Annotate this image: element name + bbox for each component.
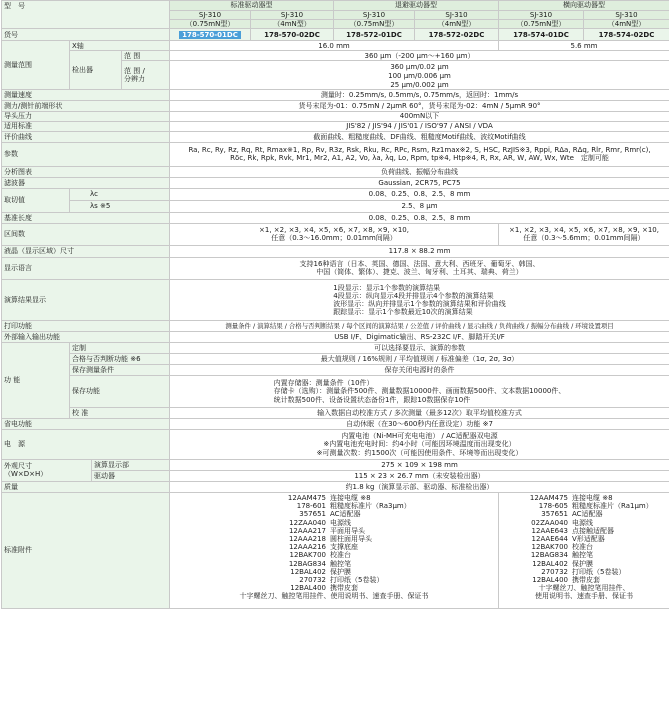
standards-row [2, 121, 669, 131]
part-number: 178-574-02DC [584, 29, 669, 41]
accessory-item [526, 560, 642, 568]
accessory-code: 12BAK700 [289, 551, 326, 560]
part-no-label: 货号 [2, 29, 170, 41]
accessory-code: 12AAA218 [288, 534, 326, 543]
power-line: ※内置电池充电时间：约4小时（可能因环境温度而出现变化） [323, 440, 516, 449]
accessories-label: 标准附件 [2, 492, 170, 608]
params-line: Rδc, Rk, Rpk, Rvk, Mr1, Mr2, A1, A2, Vo, λa, λq, Lo, Rpm, tp※4, Htp※4, R, Rx, AR, W, AW, Wx, Wte 定制可能 [230, 154, 609, 163]
accessory-item [526, 519, 642, 527]
judge-value: 最大值规则 / 16%规则 / 平均值规则 / 标准偏差（1σ, 2σ, 3σ） [170, 353, 669, 364]
accessory-code: 12AAM475 [529, 493, 568, 502]
range-res-label: 范 围 / 分辨力 [122, 61, 170, 90]
accessory-item [526, 568, 642, 576]
model-name: SJ-310 [334, 11, 415, 20]
sampling-label: 基准长度 [2, 212, 170, 223]
accessory-code: 12ZAA040 [289, 518, 326, 527]
result-value [170, 279, 669, 320]
accessory-code: 357651 [299, 510, 326, 519]
result-label: 演算结果显示 [2, 279, 170, 320]
analysis-value: 负荷曲线、振幅分布曲线 [170, 166, 669, 177]
cutoff-ls-row [2, 200, 669, 212]
accessory-footer: 十字螺丝刀、触控笔用挂件、 [538, 584, 630, 593]
x-axis-row [2, 41, 669, 51]
display-label: 液晶（显示区域）尺寸 [2, 245, 170, 257]
dims-label: 外观尺寸 （W×D×H） [2, 459, 92, 481]
curves-row [2, 131, 669, 142]
accessory-item [278, 576, 390, 584]
accessory-item [526, 576, 642, 584]
power-line: 内置电池（Ni-MH可充电电池） / AC适配器双电源 [341, 432, 498, 441]
mass-value: 约1.8 kg（演算显示部、驱动器、标准检出器） [170, 481, 669, 492]
func-savecond-row [2, 364, 669, 375]
func-calib-row [2, 407, 669, 418]
language-line: 中国（简体、繁体）、捷克、波兰、匈牙利、土耳其、瑞典、荷兰） [316, 268, 523, 277]
save-line: 存储卡（选购）：测量条件500件、测量数据10000件、画面数据500件、文本数据10000件、 [273, 387, 566, 396]
accessory-code: 12BAK700 [531, 543, 568, 552]
accessory-footer: 十字螺丝刀、触控笔用挂件、使用说明书、速查手册、保证书 [239, 592, 429, 601]
detector-label: 检出器 [70, 51, 122, 90]
params-value [170, 142, 669, 166]
resolution-value: 100 μm/0.006 μm [170, 71, 669, 80]
accessory-name: 支撑底座 [330, 543, 358, 552]
language-line: 支持16种语言（日本、英国、德国、法国、意大利、西班牙、葡萄牙、韩国、 [299, 260, 540, 269]
cutoff-lc-row [2, 188, 669, 200]
sections-lateral [499, 223, 669, 245]
sections-lateral-line: ×1, ×2, ×3, ×4, ×5, ×6, ×7, ×8, ×9, ×10, [509, 226, 659, 235]
accessory-code: 12BAG834 [530, 551, 568, 560]
range-value: 360 μm（-200 μm～+160 μm） [170, 51, 669, 61]
io-value: USB I/F、Digimatic输出、RS-232C I/F、脚踏开关I/F [170, 331, 669, 342]
dims-drive-row [2, 470, 669, 481]
sections-standard-line: ×1, ×2, ×3, ×4, ×5, ×6, ×7, ×8, ×9, ×10, [259, 226, 409, 235]
accessory-code: 12BAL402 [290, 567, 326, 576]
params-row [2, 142, 669, 166]
sections-lateral-line: 任意（0.3～5.6mm；0.01mm间隔） [523, 234, 645, 243]
curves-value: 截面曲线、粗糙度曲线、DF曲线、粗糙度Motif曲线、波纹Motif曲线 [170, 131, 669, 142]
part-number-row [2, 29, 669, 41]
display-row [2, 245, 669, 257]
part-number: 178-572-01DC [334, 29, 415, 41]
group-lateral: 横向驱动器型 [499, 1, 669, 11]
speed-value: 测量时：0.25mm/s, 0.5mm/s, 0.75mm/s，返回时：1mm/s [170, 89, 669, 100]
cutoff-ls-label: λs ※5 [70, 200, 170, 212]
force-row [2, 100, 669, 111]
accessory-item [278, 510, 390, 518]
dims-display-row [2, 459, 669, 470]
accessory-code: 12BAL400 [290, 584, 326, 593]
force-value: 货号末尾为-01：0.75mN / 2μmR 60°，货号末尾为-02：4mN / 5μmR 90° [170, 100, 669, 111]
cutoff-lc-value: 0.08、0.25、0.8、2.5、8 mm [170, 188, 669, 200]
accessory-item [526, 551, 642, 559]
accessory-item [278, 568, 390, 576]
accessory-footer: 使用说明书、速查手册、保证书 [535, 592, 633, 601]
save-cond-value: 保存关闭电源时的条件 [170, 364, 669, 375]
guide-label: 导头压力 [2, 111, 170, 121]
group-standard: 标准驱动器型 [170, 1, 334, 11]
display-value: 117.8 × 88.2 mm [170, 245, 669, 257]
language-value [170, 257, 669, 279]
part-number: 178-574-01DC [499, 29, 584, 41]
sampling-value: 0.08、0.25、0.8、2.5、8 mm [170, 212, 669, 223]
language-label: 显示语言 [2, 257, 170, 279]
accessory-name: 粗糙度标准片（Ra1μm） [572, 502, 653, 511]
accessory-name: 粗糙度标准片（Ra3μm） [330, 502, 411, 511]
model-spec: （0.75mN型） [170, 20, 251, 29]
io-row [2, 331, 669, 342]
accessory-code: 12BAG834 [288, 559, 326, 568]
accessory-item [278, 551, 390, 559]
accessory-name: 连接电缆 ※8 [572, 493, 613, 502]
accessory-name: 校准台 [572, 543, 593, 552]
accessory-code: 357651 [541, 510, 568, 519]
model-spec: （0.75mN型） [499, 20, 584, 29]
filter-label: 滤波器 [2, 177, 170, 188]
accessory-name: 校准台 [330, 551, 351, 560]
accessory-name: 打印纸（5卷装） [330, 575, 384, 584]
sections-standard-line: 任意（0.3～16.0mm；0.01mm间隔） [271, 234, 397, 243]
result-row [2, 279, 669, 320]
calib-label: 校 准 [70, 407, 170, 418]
save-cond-label: 保存测量条件 [70, 364, 170, 375]
accessory-name: 打印纸（5卷装） [572, 567, 626, 576]
params-line: Ra, Rc, Ry, Rz, Rq, Rt, Rmax※1, Rp, Rv, R3z, Rsk, Rku, Rc, RPc, Rsm, Rz1max※2, S, HSC, RzJIS※3, Rppi, RΔa, RΔq, Rlr, Rmr, Rmr(c), [188, 146, 651, 155]
accessories-standard [170, 492, 499, 608]
standards-value: JIS'82 / JIS'94 / JIS'01 / ISO'97 / ANSI / VDA [170, 121, 669, 131]
io-label: 外部输入输出功能 [2, 331, 170, 342]
accessory-name: 携带皮套 [572, 575, 600, 584]
accessory-name: AC适配器 [330, 510, 361, 519]
resolution-value: 360 μm/0.02 μm [170, 62, 669, 71]
dims-drive-value: 115 × 23 × 26.7 mm（未安装检出器） [170, 470, 669, 481]
standards-label: 适用标准 [2, 121, 170, 131]
sections-label: 区间数 [2, 223, 170, 245]
print-label: 打印功能 [2, 320, 170, 331]
accessories-row [2, 492, 669, 608]
detector-range-row [2, 51, 669, 61]
accessory-name: V形适配器 [572, 534, 605, 543]
accessory-name: 触控笔 [572, 551, 593, 560]
print-row [2, 320, 669, 331]
accessory-name: 携带皮套 [330, 584, 358, 593]
accessory-code: 12AAA216 [288, 543, 326, 552]
filter-row [2, 177, 669, 188]
cutoff-label: 取切值 [2, 188, 70, 212]
accessories-lateral [499, 492, 669, 608]
accessory-code: 12BAL402 [532, 559, 568, 568]
cutoff-ls-value: 2.5、8 μm [170, 200, 669, 212]
dims-drive-label: 驱动器 [92, 470, 170, 481]
model-label: 型 号 [2, 1, 170, 29]
filter-value: Gaussian, 2CR75, PC75 [170, 177, 669, 188]
speed-label: 测量速度 [2, 89, 170, 100]
save-value [170, 375, 669, 407]
func-judge-row [2, 353, 669, 364]
accessory-name: 圆柱面用导头 [330, 534, 372, 543]
result-line: 波形显示：纵向并排显示1个参数的演算结果和评价曲线 [333, 299, 506, 308]
power-save-value: 自动休眠（在30～600秒内任意设定）功能 ※7 [170, 418, 669, 429]
x-standard-value: 16.0 mm [170, 41, 499, 51]
model-spec: （4mN型） [584, 20, 669, 29]
accessory-item [526, 510, 642, 518]
custom-value: 可以选择要显示、演算的参数 [170, 342, 669, 353]
print-value: 测量条件 / 演算结果 / 合格与否判断结果 / 每个区间的演算结果 / 公差值 / 评价曲线 / 显示曲线 / 负荷曲线 / 振幅分布曲线 / 环境设置项目 [170, 320, 669, 331]
accessory-code: 12AAA217 [288, 526, 326, 535]
result-line: 1段显示：显示1个参数的演算结果 [333, 283, 441, 292]
dims-display-label: 演算显示部 [92, 459, 170, 470]
accessory-item [526, 527, 642, 535]
power-row [2, 429, 669, 459]
accessory-code: 178-601 [296, 502, 326, 511]
accessory-code: 12AAM475 [287, 493, 326, 502]
func-save-row [2, 375, 669, 407]
dims-display-value: 275 × 109 × 198 mm [170, 459, 669, 470]
accessory-code: 12BAL400 [532, 575, 568, 584]
force-label: 测力/测针前端形状 [2, 100, 170, 111]
accessory-item [278, 527, 390, 535]
cutoff-lc-label: λc [70, 188, 170, 200]
accessory-name: 平面用导头 [330, 526, 365, 535]
accessory-name: 保护膜 [572, 559, 593, 568]
accessory-name: 点接触适配器 [572, 526, 614, 535]
model-name: SJ-310 [584, 11, 669, 20]
result-line: 4段显示：纵向显示4段并排显示4个参数的演算结果 [333, 291, 494, 300]
sections-standard [170, 223, 499, 245]
accessory-name: 连接电缆 ※8 [330, 493, 371, 502]
power-save-label: 省电功能 [2, 418, 170, 429]
resolution-value: 25 μm/0.002 μm [170, 80, 669, 89]
calib-value: 输入数据自动校准方式 / 多次测量（最多12次）取平均值校准方式 [170, 407, 669, 418]
guide-row [2, 111, 669, 121]
accessory-name: AC适配器 [572, 510, 603, 519]
save-label: 保存功能 [70, 375, 170, 407]
guide-value: 400mN以下 [170, 111, 669, 121]
mass-row [2, 481, 669, 492]
mass-label: 质量 [2, 481, 170, 492]
accessory-code: 02ZAA040 [531, 518, 568, 527]
accessory-name: 电源线 [572, 518, 593, 527]
model-spec: （4mN型） [415, 20, 499, 29]
part-number: 178-570-02DC [251, 29, 334, 41]
model-name: SJ-310 [499, 11, 584, 20]
part-number: 178-572-02DC [415, 29, 499, 41]
sampling-row [2, 212, 669, 223]
func-custom-row [2, 342, 669, 353]
judge-label: 合格与否判断功能 ※6 [70, 353, 170, 364]
result-line: 跟踪显示：显示1个参数最近10次的演算结果 [333, 308, 473, 317]
accessory-item [526, 494, 642, 502]
range-sub-label: 范 围 [122, 51, 170, 61]
header-group-row [2, 1, 669, 11]
range-label: 测量范围 [2, 41, 70, 90]
params-label: 参数 [2, 142, 170, 166]
accessory-item [278, 494, 390, 502]
x-axis-label: X轴 [70, 41, 170, 51]
sections-row [2, 223, 669, 245]
group-retract: 退避驱动器型 [334, 1, 499, 11]
accessory-name: 电源线 [330, 518, 351, 527]
accessory-name: 触控笔 [330, 559, 351, 568]
accessory-code: 270732 [299, 575, 326, 584]
accessory-name: 保护膜 [330, 567, 351, 576]
x-lateral-value: 5.6 mm [499, 41, 669, 51]
analysis-row [2, 166, 669, 177]
analysis-label: 分析图表 [2, 166, 170, 177]
save-line: 统计数据500件、设备设置状态备份1件，跟踪10数据保存10件 [273, 395, 471, 404]
accessory-code: 178-605 [538, 502, 568, 511]
power-label: 电 源 [2, 429, 170, 459]
custom-label: 定制 [70, 342, 170, 353]
accessory-code: 12AAE643 [531, 526, 568, 535]
accessory-item [526, 535, 642, 543]
save-line: 内置存储器：测量条件（10件） [273, 379, 374, 388]
accessory-item [278, 560, 390, 568]
part-number-selected[interactable] [170, 29, 251, 41]
model-name: SJ-310 [251, 11, 334, 20]
model-spec: （4mN型） [251, 20, 334, 29]
functions-label: 功 能 [2, 342, 70, 418]
part-number-text: 178-570-01DC [179, 31, 241, 39]
accessory-code: 12AAE644 [531, 534, 568, 543]
power-value [170, 429, 669, 459]
model-name: SJ-310 [170, 11, 251, 20]
language-row [2, 257, 669, 279]
speed-row [2, 89, 669, 100]
accessory-item [278, 519, 390, 527]
model-spec: （0.75mN型） [334, 20, 415, 29]
model-name: SJ-310 [415, 11, 499, 20]
curves-label: 评价曲线 [2, 131, 170, 142]
accessory-item [278, 535, 390, 543]
power-save-row [2, 418, 669, 429]
power-line: ※可测量次数：约1500次（可能因使用条件、环境等而出现变化） [316, 448, 523, 457]
spec-table [1, 0, 669, 609]
accessory-code: 270732 [541, 567, 568, 576]
